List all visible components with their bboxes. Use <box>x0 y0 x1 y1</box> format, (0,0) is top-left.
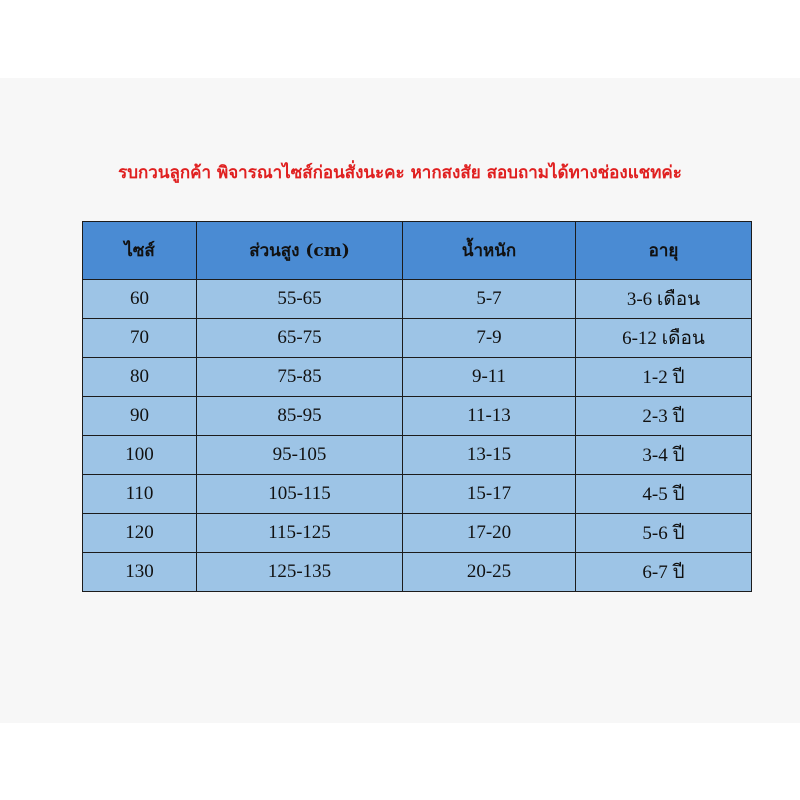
table-row <box>83 553 752 592</box>
cell-weight: 15-17 <box>403 475 576 514</box>
cell-height: 65-75 <box>197 319 403 358</box>
size-chart-table <box>82 221 752 592</box>
cell-weight: 5-7 <box>403 280 576 319</box>
notice-text: รบกวนลูกค้า พิจารณาไซส์ก่อนสั่งนะคะ หากสงสัย สอบถามได้ทางช่องแชทค่ะ <box>118 163 682 183</box>
header-weight: น้ำหนัก <box>403 222 576 280</box>
cell-age: 6-7 ปี <box>576 553 752 592</box>
cell-age: 3-6 เดือน <box>576 280 752 319</box>
cell-age: 3-4 ปี <box>576 436 752 475</box>
table-row <box>83 319 752 358</box>
cell-height: 85-95 <box>197 397 403 436</box>
cell-height: 55-65 <box>197 280 403 319</box>
cell-weight: 7-9 <box>403 319 576 358</box>
cell-size: 90 <box>83 397 197 436</box>
cell-height: 105-115 <box>197 475 403 514</box>
cell-size: 120 <box>83 514 197 553</box>
table-row <box>83 436 752 475</box>
cell-weight: 9-11 <box>403 358 576 397</box>
cell-size: 100 <box>83 436 197 475</box>
cell-age: 2-3 ปี <box>576 397 752 436</box>
header-age: อายุ <box>576 222 752 280</box>
cell-size: 130 <box>83 553 197 592</box>
table-header-row <box>83 222 752 280</box>
table-row <box>83 475 752 514</box>
cell-height: 125-135 <box>197 553 403 592</box>
cell-weight: 13-15 <box>403 436 576 475</box>
header-size: ไซส์ <box>83 222 197 280</box>
cell-age: 6-12 เดือน <box>576 319 752 358</box>
cell-age: 1-2 ปี <box>576 358 752 397</box>
cell-weight: 17-20 <box>403 514 576 553</box>
cell-size: 70 <box>83 319 197 358</box>
table-row <box>83 280 752 319</box>
cell-height: 95-105 <box>197 436 403 475</box>
table-row <box>83 397 752 436</box>
table-row <box>83 514 752 553</box>
cell-age: 5-6 ปี <box>576 514 752 553</box>
cell-height: 75-85 <box>197 358 403 397</box>
cell-size: 110 <box>83 475 197 514</box>
cell-weight: 20-25 <box>403 553 576 592</box>
cell-size: 80 <box>83 358 197 397</box>
cell-height: 115-125 <box>197 514 403 553</box>
cell-size: 60 <box>83 280 197 319</box>
cell-age: 4-5 ปี <box>576 475 752 514</box>
header-height: ส่วนสูง (cm) <box>197 222 403 280</box>
cell-weight: 11-13 <box>403 397 576 436</box>
table-row <box>83 358 752 397</box>
